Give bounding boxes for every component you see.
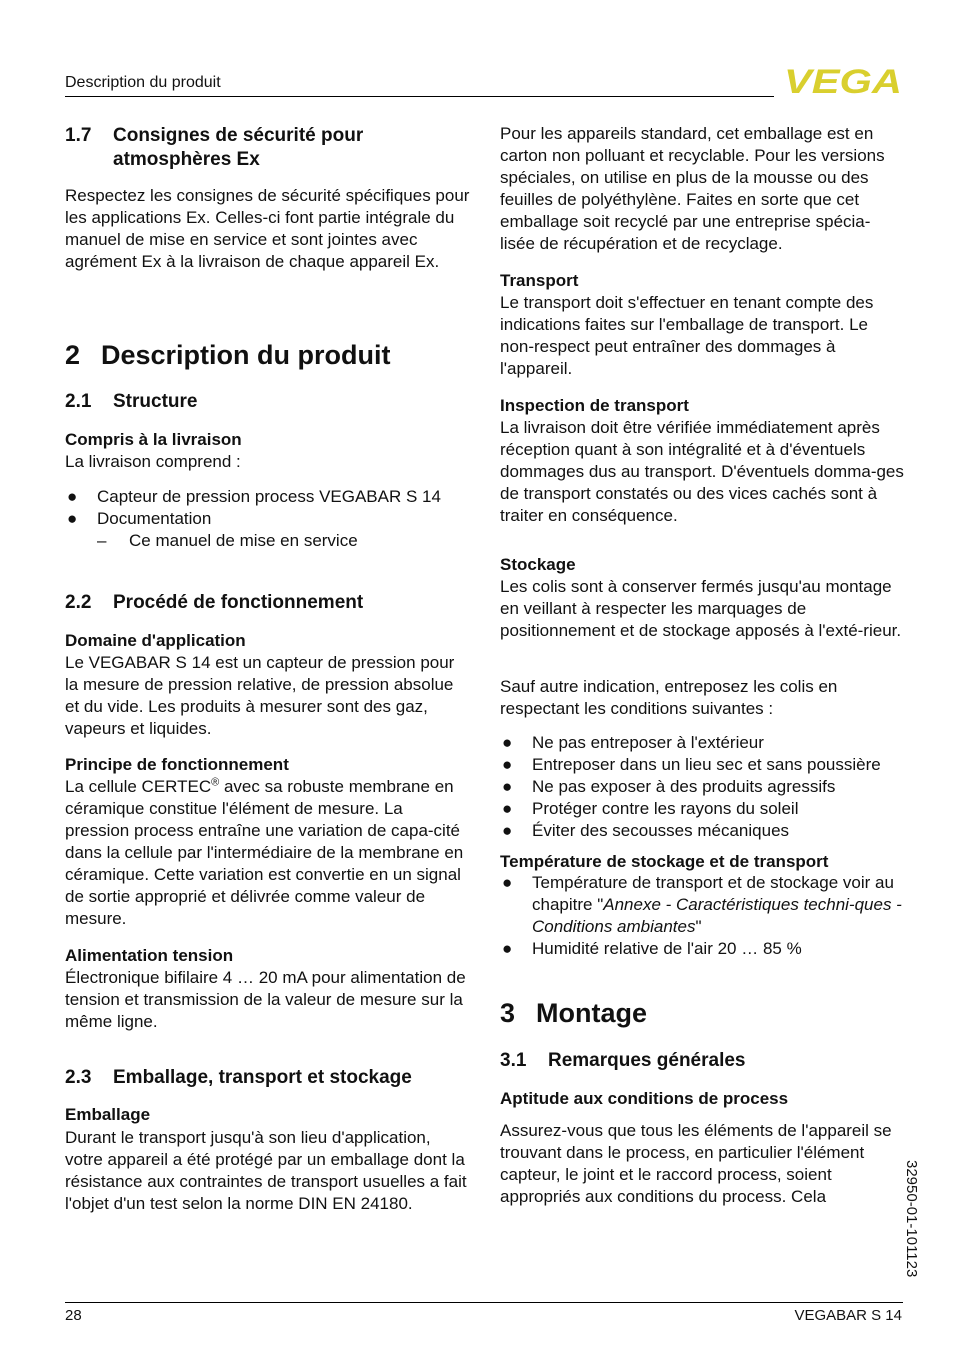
storage-list (500, 732, 905, 842)
inspection-body: La livraison doit être vérifiée immédiatement après réception quant à son intégralité et à d'éventuels dommages dus au transport. D'éventuels domma-ges de transport constatés ou des vices cachés sont à traiter en conséquence. (500, 418, 904, 525)
section-title-line2: atmosphères Ex (113, 149, 260, 170)
list-item: ● Ne pas entreposer à l'extérieur (502, 733, 764, 752)
principle-heading: Principe de fonctionnement (65, 755, 289, 774)
chapter-2-heading (65, 339, 470, 371)
list-item: ● Humidité relative de l'air 20 … 85 % (502, 939, 802, 958)
list-subitem: – Ce manuel de mise en service (97, 531, 358, 550)
bullet-icon: ● (502, 939, 513, 958)
packaging-body: Durant le transport jusqu'à son lieu d'application, votre appareil a été protégé par un emballage dont la résistance aux contraintes de transport usuelles a fait l'objet d'un test selon la norme DIN EN 24180. (65, 1128, 467, 1213)
temperature-list (500, 872, 905, 960)
bullet-icon: ● (67, 509, 78, 528)
bullet-icon: ● (502, 873, 513, 892)
section-2-3-heading: 2.3 Emballage, transport et stockage (65, 1067, 412, 1088)
bullet-icon: ● (502, 777, 513, 796)
page-number: 28 (65, 1307, 82, 1324)
section-1-7-heading (65, 124, 470, 172)
list-item: ● Documentation (67, 509, 212, 528)
delivery-intro: La livraison comprend : (65, 452, 241, 471)
list-item: ● Protéger contre les rayons du soleil (502, 799, 799, 818)
section-2-2-heading: 2.2 Procédé de fonctionnement (65, 592, 364, 613)
chapter-title: Description du produit (101, 340, 391, 370)
annex-reference: Annexe - Caractéristiques techni-ques - Conditions ambiantes (532, 895, 902, 936)
storage-heading: Stockage (500, 555, 576, 574)
packaging-heading: Emballage (65, 1105, 151, 1124)
bullet-icon: ● (502, 733, 513, 752)
footer-rule (65, 1302, 903, 1303)
section-title: Consignes de sécurité pour (113, 125, 364, 146)
product-name: VEGABAR S 14 (794, 1307, 902, 1324)
principle-body: La cellule CERTEC® avec sa robuste membrane en céramique constitue l'élément de mesure. La pression process entraîne une variation de capa-cité dans la cellule par l'intermédiaire de la membrane en céramique. Cette variation est convertie en un signal de sortie approprié et délivrée comme valeur de mesure. (65, 776, 464, 928)
transport-body: Le transport doit s'effectuer en tenant compte des indications faites sur l'emballage de transport. Le non-respect peut entraîner des dommages à l'appareil. (500, 293, 874, 378)
power-heading: Alimentation tension (65, 946, 234, 965)
inspection-heading: Inspection de transport (500, 396, 689, 415)
running-header: Description du produit (65, 74, 221, 91)
transport-heading: Transport (500, 271, 579, 290)
document-code: 32950-01-101123 (903, 1160, 920, 1278)
application-body: Le VEGABAR S 14 est un capteur de pression pour la mesure de pression relative, de pression absolue et du vide. Les produits à mesurer sont des gaz, vapeurs et liquides. (65, 653, 455, 738)
section-2-1-heading: 2.1 Structure (65, 391, 198, 412)
application-heading: Domaine d'application (65, 631, 246, 650)
dash-icon: – (97, 531, 107, 550)
delivery-heading: Compris à la livraison (65, 430, 242, 449)
storage-body: Les colis sont à conserver fermés jusqu'au montage en veillant à respecter les marquages de positionnement et de stockage apposés à l'exté-rieur. (500, 577, 902, 640)
packaging-continued: Pour les appareils standard, cet emballage est en carton non polluant et recyclable. Pour les versions spéciales, on utilise en plus de la mousse ou des feuilles de polyéthylène. Faites en sorte que cet emballage soit recyclé par une entreprise spécia-lisée de récupération et de recyclage. (500, 124, 885, 253)
registered-mark: ® (211, 776, 220, 789)
bullet-icon: ● (502, 755, 513, 774)
list-item: ● Température de transport et de stockage voir au chapitre "Annexe - Caractéristiques techni-ques - Conditions ambiantes" (502, 873, 902, 936)
bullet-icon: ● (502, 799, 513, 818)
process-conditions-heading: Aptitude aux conditions de process (500, 1089, 789, 1108)
delivery-list (65, 486, 470, 552)
list-item: ● Éviter des secousses mécaniques (502, 821, 790, 840)
list-item: ● Ne pas exposer à des produits agressifs (502, 777, 836, 796)
chapter-number: 2 (65, 340, 81, 370)
section-number: 1.7 (65, 125, 92, 146)
storage-intro: Sauf autre indication, entreposez les colis en respectant les conditions suivantes : (500, 677, 838, 718)
section-1-7-body: Respectez les consignes de sécurité spécifiques pour les applications Ex. Celles-ci font partie intégrale du manuel de mise en service et sont jointes avec agrément Ex à la livraison de chaque appareil Ex. (65, 186, 470, 271)
bullet-icon: ● (67, 487, 78, 506)
process-conditions-body: Assurez-vous que tous les éléments de l'appareil se trouvant dans le process, en particulier l'élément capteur, le joint et le raccord process, soient appropriés aux conditions du process. Cela (500, 1121, 892, 1206)
power-body: Électronique bifilaire 4 … 20 mA pour alimentation de tension et transmission de la valeur de mesure sur la même ligne. (65, 968, 466, 1031)
section-3-1-heading: 3.1 Remarques générales (500, 1050, 746, 1071)
list-item: ● Capteur de pression process VEGABAR S 14 (67, 487, 441, 506)
list-item: ● Entreposer dans un lieu sec et sans poussière (502, 755, 881, 774)
bullet-icon: ● (502, 821, 513, 840)
chapter-3-heading: 3 Montage (500, 998, 647, 1028)
temperature-heading: Température de stockage et de transport (500, 852, 829, 871)
logo-text: VEGA (784, 66, 902, 96)
header-rule (65, 96, 774, 97)
vega-logo (784, 66, 902, 96)
